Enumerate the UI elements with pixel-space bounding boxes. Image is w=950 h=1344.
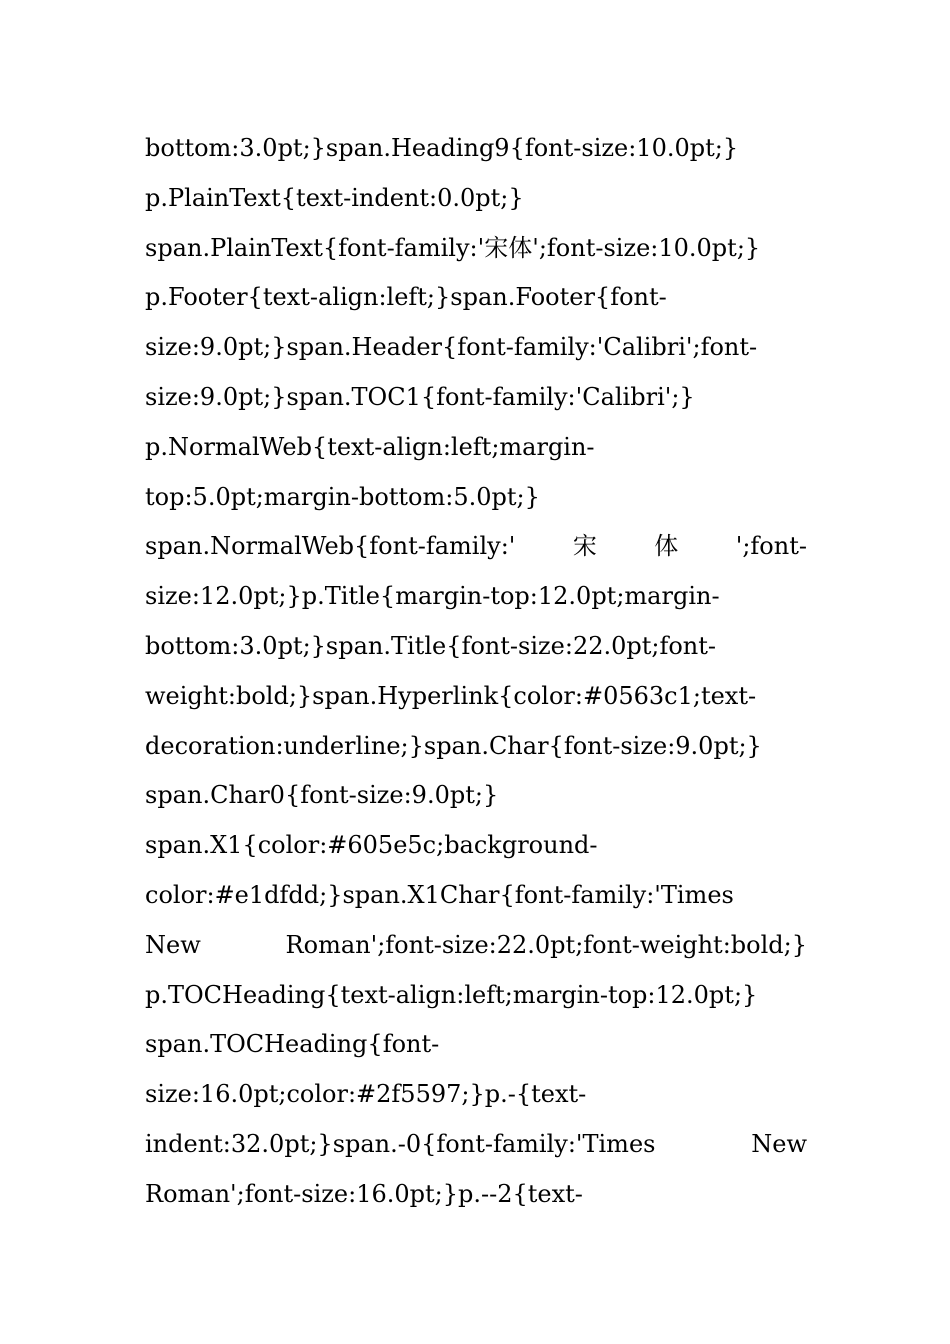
text-line: span.X1{color:#605e5c;background- — [145, 831, 598, 860]
text-segment: span.NormalWeb{font-family:' — [145, 532, 516, 561]
text-line: span.PlainText{font-family:'宋体';font-size:10.0pt;} — [145, 233, 761, 262]
text-line: Roman';font-size:16.0pt;}p.--2{text- — [145, 1179, 583, 1208]
text-segment: indent:32.0pt;}span.-0{font-family:'Times — [145, 1129, 656, 1158]
text-line-justified — [145, 921, 807, 971]
text-segment: Roman';font-size:22.0pt;font-weight:bold;} — [285, 930, 807, 959]
document-body — [145, 124, 807, 1220]
text-line: decoration:underline;}span.Char{font-size:9.0pt;} — [145, 731, 762, 760]
text-line: p.TOCHeading{text-align:left;margin-top:12.0pt;} — [145, 980, 758, 1009]
text-line: color:#e1dfdd;}span.X1Char{font-family:'Times — [145, 880, 734, 909]
text-line-justified — [145, 522, 807, 572]
text-line: p.Footer{text-align:left;}span.Footer{font- — [145, 283, 667, 312]
text-segment: 宋 — [572, 532, 597, 561]
text-segment: ';font- — [735, 532, 807, 561]
text-line: p.PlainText{text-indent:0.0pt;} — [145, 183, 524, 212]
text-segment: 体 — [654, 532, 679, 561]
text-line: size:9.0pt;}span.TOC1{font-family:'Calibri';} — [145, 382, 695, 411]
text-segment: New — [751, 1129, 807, 1158]
text-line: size:16.0pt;color:#2f5597;}p.-{text- — [145, 1080, 587, 1109]
text-line: p.NormalWeb{text-align:left;margin- — [145, 432, 595, 461]
text-line: size:9.0pt;}span.Header{font-family:'Calibri';font- — [145, 333, 758, 362]
text-line: weight:bold;}span.Hyperlink{color:#0563c1;text- — [145, 681, 757, 710]
text-line: size:12.0pt;}p.Title{margin-top:12.0pt;margin- — [145, 582, 720, 611]
text-line: top:5.0pt;margin-bottom:5.0pt;} — [145, 482, 540, 511]
text-segment: New — [145, 930, 201, 959]
text-line: bottom:3.0pt;}span.Title{font-size:22.0pt;font- — [145, 631, 717, 660]
text-line: span.TOCHeading{font- — [145, 1030, 440, 1059]
text-line: span.Char0{font-size:9.0pt;} — [145, 781, 499, 810]
text-line: bottom:3.0pt;}span.Heading9{font-size:10.0pt;} — [145, 134, 739, 162]
text-line-justified — [145, 1120, 807, 1170]
